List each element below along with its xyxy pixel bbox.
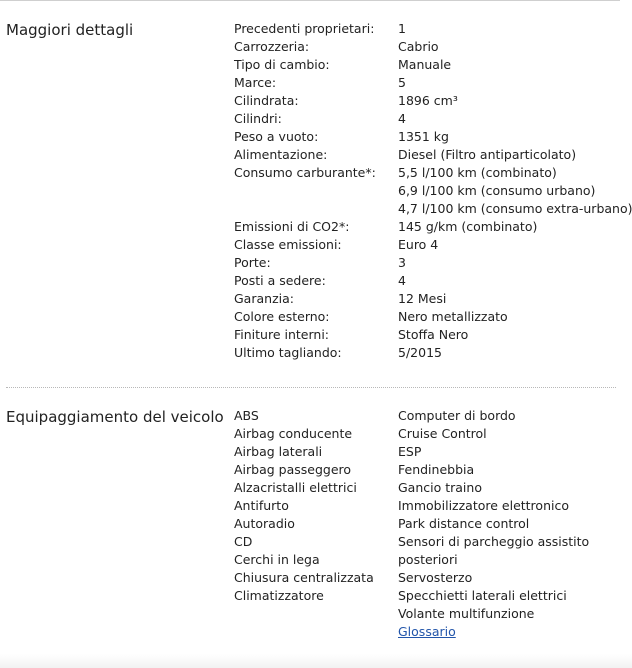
equipment-item: Airbag laterali (234, 444, 323, 459)
glossary-link[interactable]: Glossario (398, 624, 456, 639)
equipment-item: Fendinebbia (398, 462, 475, 477)
equipment-item: Airbag passeggero (234, 462, 352, 477)
equipment-item: Gancio traino (398, 480, 482, 495)
detail-value: 12 Mesi (398, 291, 447, 306)
equipment-item: Cerchi in lega (234, 552, 320, 567)
detail-value: Nero metallizzato (398, 309, 508, 324)
detail-value: 1 (398, 21, 406, 36)
equipment-item: Climatizzatore (234, 588, 324, 603)
bottom-fade (0, 654, 632, 668)
equipment-item: Sensori di parcheggio assistito (398, 534, 590, 549)
equipment-item: Volante multifunzione (398, 606, 535, 621)
section-divider (6, 387, 616, 388)
detail-label: Finiture interni: (234, 327, 330, 342)
detail-label: Marce: (234, 75, 277, 90)
equipment-item: Airbag conducente (234, 426, 353, 441)
detail-value: 1351 kg (398, 129, 449, 144)
equipment-column-1 (234, 407, 374, 605)
equipment-item: CD (234, 534, 253, 549)
detail-value: 6,9 l/100 km (consumo urbano) (398, 183, 596, 198)
equipment-item: Park distance control (398, 516, 530, 531)
detail-label: Consumo carburante*: (234, 165, 376, 180)
equipment-item: Autoradio (234, 516, 295, 531)
detail-value: 5/2015 (398, 345, 442, 360)
equipment-item: Antifurto (234, 498, 289, 513)
equipment-item: ESP (398, 444, 422, 459)
equipment-item: Servosterzo (398, 570, 473, 585)
equipment-item: Cruise Control (398, 426, 487, 441)
detail-label: Colore esterno: (234, 309, 330, 324)
detail-label: Carrozzeria: (234, 39, 310, 54)
equipment-item: posteriori (398, 552, 458, 567)
equipment-item: Immobilizzatore elettronico (398, 498, 569, 513)
equipment-item: Chiusura centralizzata (234, 570, 374, 585)
detail-label: Precedenti proprietari: (234, 21, 375, 36)
detail-value: 145 g/km (combinato) (398, 219, 538, 234)
detail-label: Posti a sedere: (234, 273, 326, 288)
equipment-column-2 (398, 407, 589, 641)
equipment-item: Alzacristalli elettrici (234, 480, 357, 495)
details-title: Maggiori dettagli (6, 21, 134, 39)
detail-value: Stoffa Nero (398, 327, 469, 342)
detail-value: 1896 cm³ (398, 93, 458, 108)
detail-label: Cilindri: (234, 111, 282, 126)
detail-value: Euro 4 (398, 237, 439, 252)
detail-label: Emissioni di CO2*: (234, 219, 350, 234)
detail-label: Porte: (234, 255, 271, 270)
detail-label: Peso a vuoto: (234, 129, 319, 144)
detail-value: 5 (398, 75, 406, 90)
top-border (0, 0, 620, 4)
detail-label: Tipo di cambio: (234, 57, 330, 72)
detail-label: Ultimo tagliando: (234, 345, 342, 360)
equipment-item: Computer di bordo (398, 408, 516, 423)
detail-value: Diesel (Filtro antiparticolato) (398, 147, 577, 162)
equipment-title: Equipaggiamento del veicolo (6, 408, 224, 426)
equipment-item: Specchietti laterali elettrici (398, 588, 567, 603)
detail-value: 4 (398, 111, 406, 126)
equipment-item: ABS (234, 408, 259, 423)
detail-value: 4,7 l/100 km (consumo extra-urbano) (398, 201, 632, 216)
detail-value: 5,5 l/100 km (combinato) (398, 165, 557, 180)
detail-label: Alimentazione: (234, 147, 328, 162)
detail-label: Classe emissioni: (234, 237, 342, 252)
detail-value: 3 (398, 255, 406, 270)
detail-value: Manuale (398, 57, 452, 72)
detail-value: Cabrio (398, 39, 439, 54)
detail-value: 4 (398, 273, 406, 288)
detail-label: Cilindrata: (234, 93, 299, 108)
detail-label: Garanzia: (234, 291, 294, 306)
